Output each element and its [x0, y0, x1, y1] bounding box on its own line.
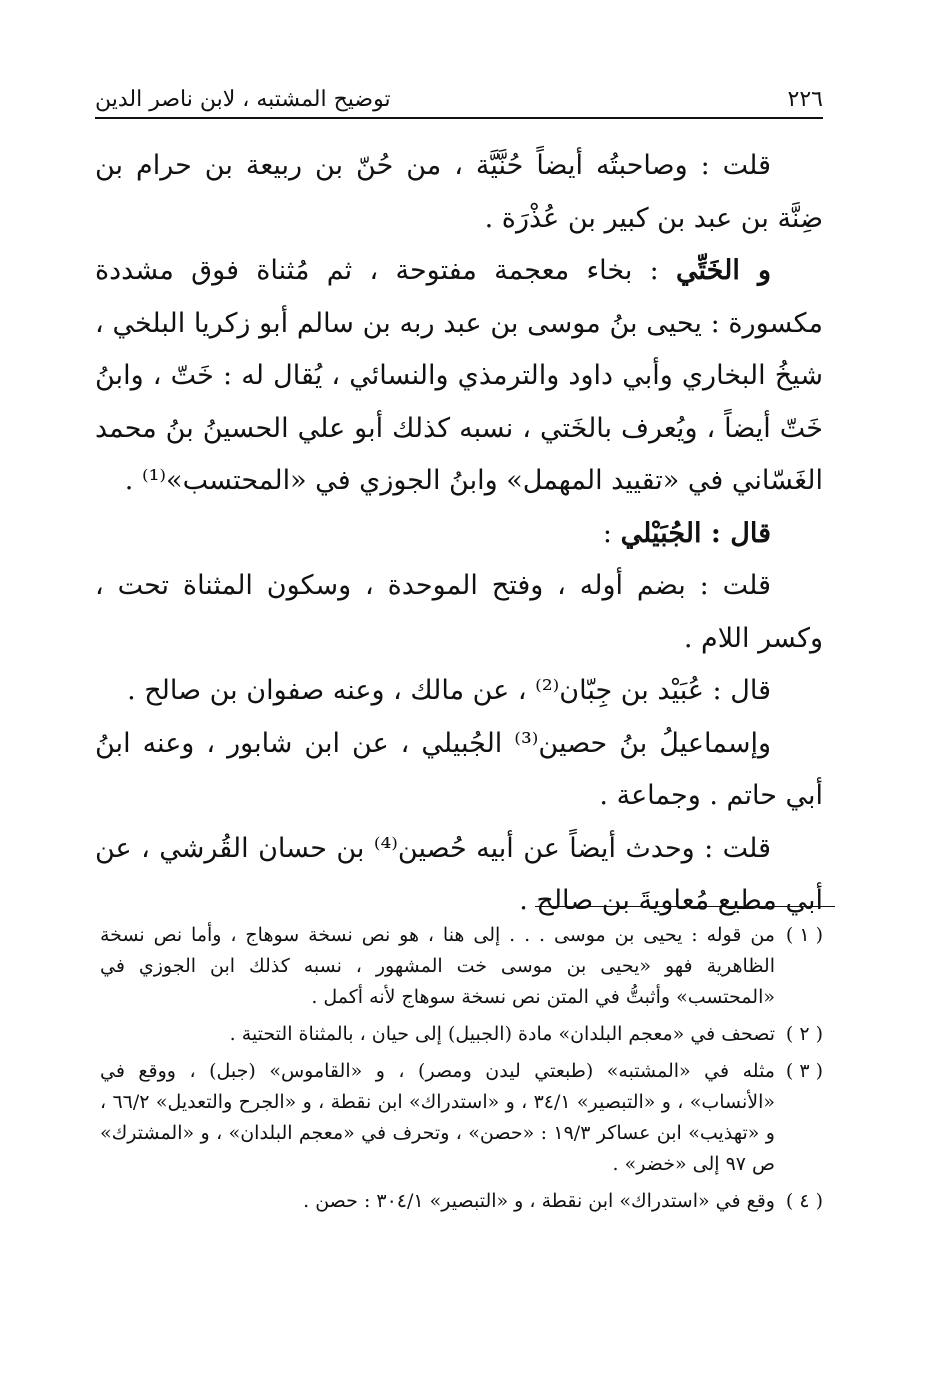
paragraph: [95, 718, 823, 823]
paragraph: [95, 560, 823, 665]
paragraph: [95, 508, 823, 561]
footnote-number: ( ٤ ): [785, 1190, 823, 1212]
page-number: ٢٢٦: [787, 87, 823, 112]
header-rule: [95, 117, 823, 119]
paragraph-text: : بخاء معجمة مفتوحة ، ثم مُثناة فوق مشددة مكسورة : يحيى بنُ موسى بن عبد ربه بن سالم أبو زكريا البلخي ، شيخُ البخاري وأبي داود والترمذي والنسائي ، يُقال له : خَتّ ، وابنُ خَتّ أيضاً ، ويُعرف بالخَتي ، نسبه كذلك أبو علي الحسينُ بنُ محمد الغَسّاني في «تقييد المهمل» وابنُ الجوزي في «المحتسب»⁽¹⁾ .: [95, 255, 823, 496]
footnotes: [100, 920, 823, 1223]
paragraph: [95, 823, 823, 928]
footnote-number: ( ١ ): [785, 924, 823, 946]
footnote-rule: [535, 906, 835, 907]
footnote: [100, 1019, 823, 1050]
paragraph-text: قلت : وحدث أيضاً عن أبيه حُصين⁽⁴⁾ بن حسان القُرشي ، عن أبي مطيع مُعاويةَ بن صالح .: [95, 832, 823, 916]
footnote-number: ( ٢ ): [785, 1023, 823, 1045]
paragraph: [95, 245, 823, 508]
paragraph-text: وإسماعيلُ بنُ حصين⁽³⁾ الجُبيلي ، عن ابن شابور ، وعنه ابنُ أبي حاتم . وجماعة .: [95, 727, 823, 811]
footnote-text: وقع في «استدراك» ابن نقطة ، و «التبصير» ٣٠٤/١ : حصن .: [303, 1190, 775, 1212]
footnote-text: تصحف في «معجم البلدان» مادة (الجبيل) إلى حيان ، بالمثناة التحتية .: [229, 1023, 775, 1045]
paragraph: [95, 140, 823, 245]
paragraph-text: قلت : وصاحبتُه أيضاً حُنَّيَّة ، من حُنّ بن ربيعة بن حرام بن ضِنَّة بن عبد بن كبير بن عُذْرَة .: [95, 150, 823, 234]
footnote: [100, 920, 823, 1013]
entry-heading: قال : الجُبَيْلي: [620, 517, 771, 549]
footnote: [100, 1056, 823, 1180]
paragraph-text: قال : عُبَيْد بن جِبّان⁽²⁾ ، عن مالك ، وعنه صفوان بن صالح .: [127, 675, 771, 706]
paragraph-text: قلت : بضم أوله ، وفتح الموحدة ، وسكون المثناة تحت ، وكسر اللام .: [95, 570, 823, 654]
footnote: [100, 1186, 823, 1217]
footnote-number: ( ٣ ): [785, 1060, 823, 1082]
footnote-text: مثله في «المشتبه» (طبعتي ليدن ومصر) ، و «القاموس» (جبل) ، ووقع في «الأنساب» ، و «التبصير» ٣٤/١ ، و «استدراك» ابن نقطة ، و «الجرح والتعديل» ٦٦/٢ ، و «تهذيب» ابن عساكر ١٩/٣ : «حصن» ، وتحرف في «معجم البلدان» ، و «المشترك» ص ٩٧ إلى «خضر» .: [100, 1060, 775, 1175]
running-title: توضيح المشتبه ، لابن ناصر الدين: [95, 87, 391, 112]
paragraph-text: :: [602, 517, 621, 549]
paragraph: [95, 665, 823, 718]
main-text: [95, 140, 823, 928]
entry-heading: و الخَتِّي: [676, 255, 771, 286]
page-header: [95, 72, 823, 112]
footnote-text: من قوله : يحيى بن موسى . . . إلى هنا ، هو نص نسخة سوهاج ، وأما نص نسخة الظاهرية فهو «يحيى بن موسى خت المشهور ، نسبه كذلك ابن الجوزي في «المحتسب» وأثبتُّ في المتن نص نسخة سوهاج لأنه أكمل .: [100, 924, 775, 1008]
